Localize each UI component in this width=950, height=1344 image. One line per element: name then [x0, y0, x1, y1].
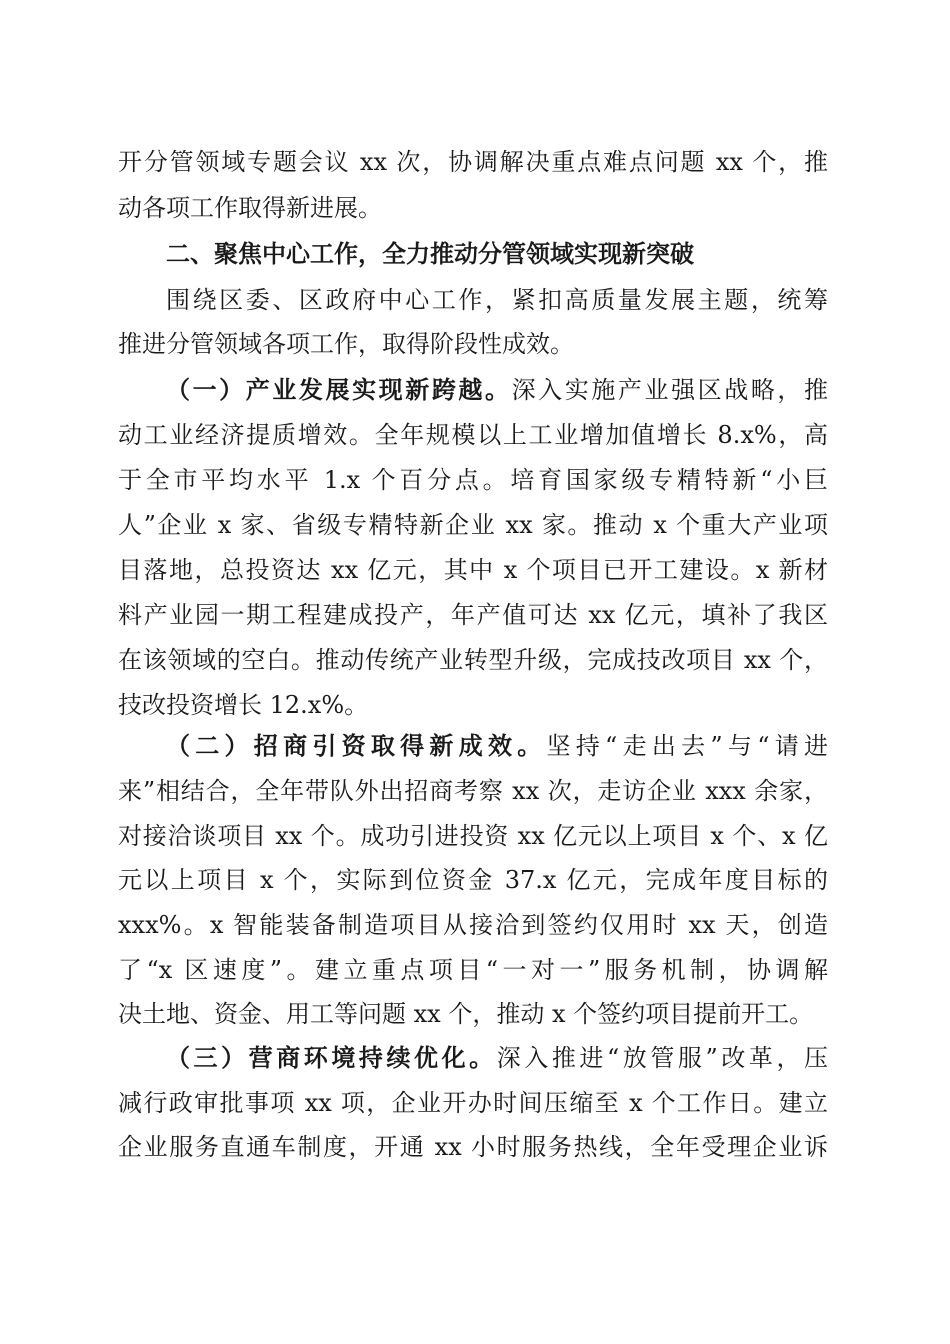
body-text: 深入推进“放管服”改革，压 [496, 1044, 828, 1072]
body-line: 围绕区委、区政府中心工作，紧扣高质量发展主题，统筹 [166, 286, 828, 314]
subheading: （一）产业发展实现新跨越。 [166, 375, 512, 404]
body-line: 动各项工作取得新进展。 [118, 194, 382, 222]
section-heading: 二、聚焦中心工作，全力推动分管领域实现新突破 [166, 240, 694, 268]
subheading: （三）营商环境持续优化。 [166, 1043, 497, 1072]
body-line: 技改投资增长 12.x%。 [118, 691, 369, 719]
subheading: （二）招商引资取得新成效。 [166, 731, 547, 760]
body-line: 企业服务直通车制度，开通 xx 小时服务热线，全年受理企业诉 [118, 1133, 828, 1161]
body-line: 减行政审批事项 xx 项，企业开办时间压缩至 x 个工作日。建立 [118, 1089, 828, 1117]
body-line: 料产业园一期工程建成投产，年产值可达 xx 亿元，填补了我区 [118, 601, 828, 629]
body-line: 决土地、资金、用工等问题 xx 个，推动 x 个签约项目提前开工。 [118, 1000, 814, 1028]
body-line: 人”企业 x 家、省级专精特新企业 xx 家。推动 x 个重大产业项 [118, 511, 828, 539]
body-line: 了“x 区速度”。建立重点项目“一对一”服务机制，协调解 [118, 956, 828, 984]
body-line: 在该领域的空白。推动传统产业转型升级，完成技改项目 xx 个， [118, 646, 828, 674]
body-line: 对接洽谈项目 xx 个。成功引进投资 xx 亿元以上项目 x 个、x 亿 [118, 822, 828, 850]
body-line: 动工业经济提质增效。全年规模以上工业增加值增长 8.x%，高 [118, 421, 828, 449]
body-line: xxx%。x 智能装备制造项目从接洽到签约仅用时 xx 天，创造 [118, 911, 828, 939]
body-line: 开分管领域专题会议 xx 次，协调解决重点难点问题 xx 个，推 [118, 148, 828, 176]
body-line: 来”相结合，全年带队外出招商考察 xx 次，走访企业 xxx 余家， [118, 777, 828, 805]
body-line: 推进分管领域各项工作，取得阶段性成效。 [118, 330, 574, 358]
body-text: 坚持“走出去”与“请进 [546, 732, 828, 760]
body-line: 元以上项目 x 个，实际到位资金 37.x 亿元，完成年度目标的 [118, 866, 828, 894]
body-line: 目落地，总投资达 xx 亿元，其中 x 个项目已开工建设。x 新材 [118, 556, 828, 584]
paragraph-first-line [166, 368, 828, 412]
paragraph-first-line [166, 1036, 828, 1080]
body-line: 于全市平均水平 1.x 个百分点。培育国家级专精特新“小巨 [118, 466, 828, 494]
paragraph-first-line [166, 724, 828, 768]
body-text: 深入实施产业强区战略，推 [511, 376, 829, 404]
